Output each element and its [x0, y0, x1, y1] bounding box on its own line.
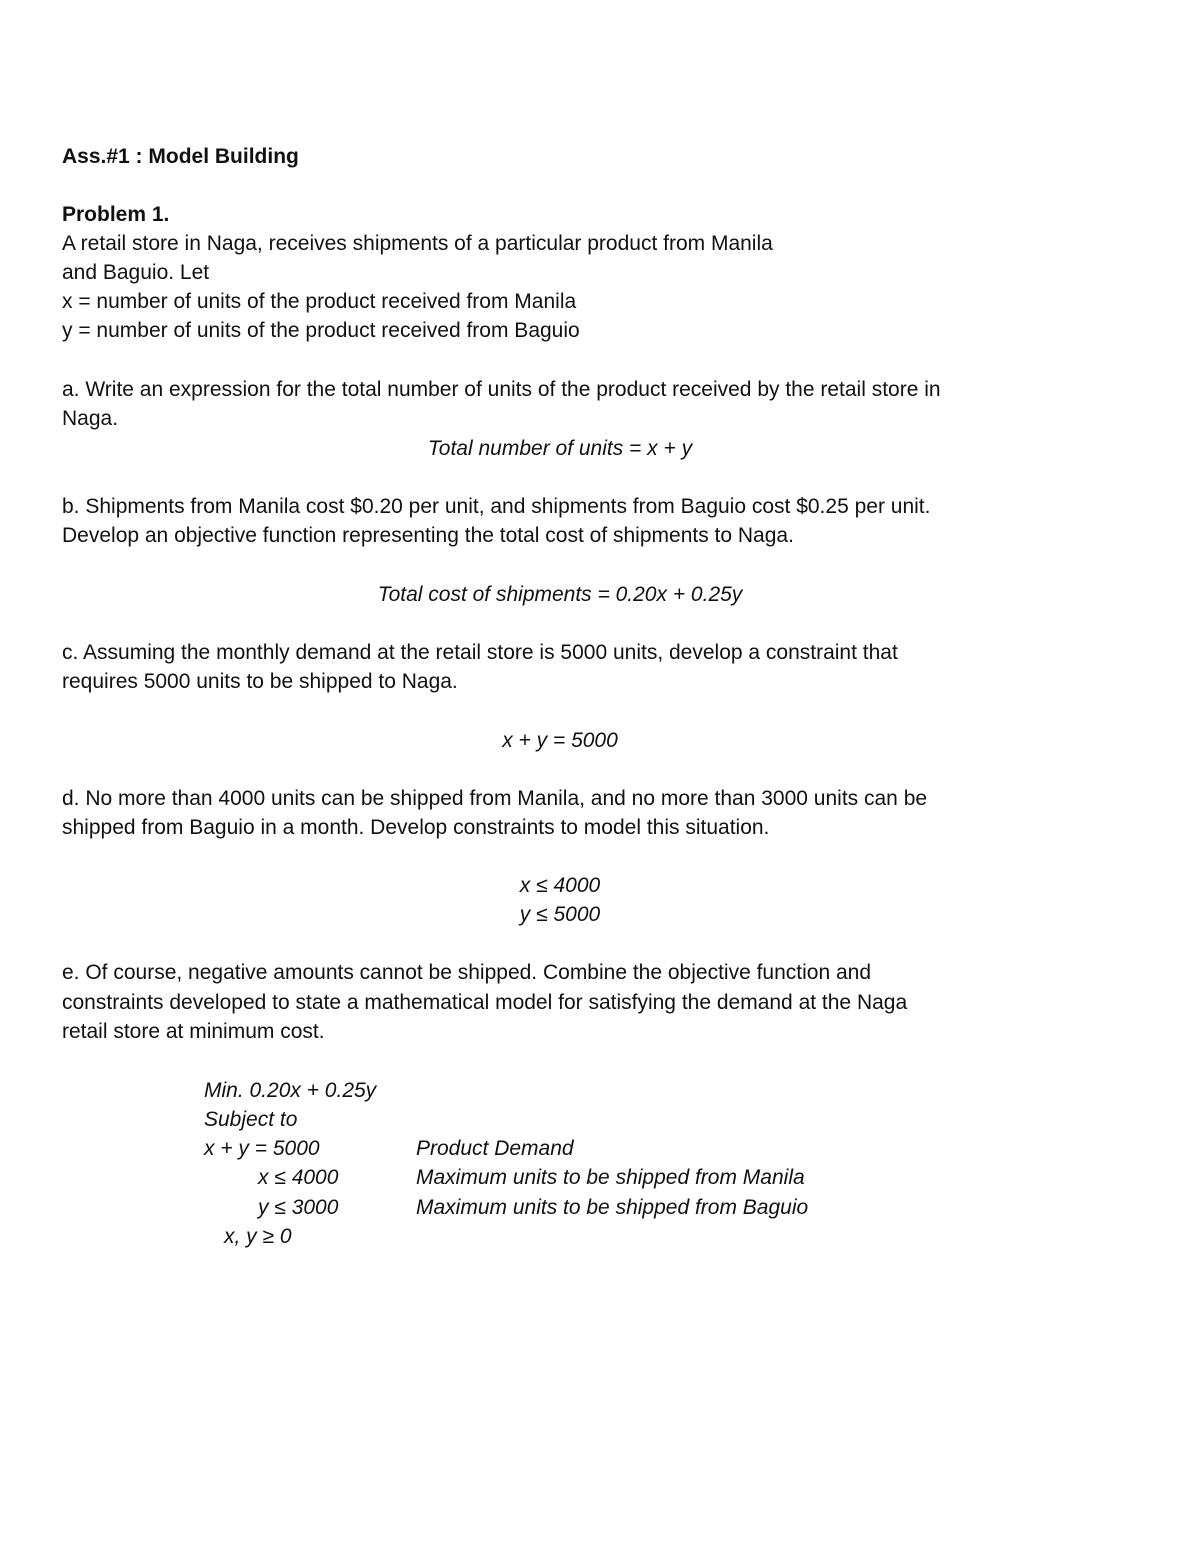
part-d-question-line: d. No more than 4000 units can be shipped from Manila, and no more than 3000 units can be [62, 787, 928, 810]
problem-heading: Problem 1. [62, 203, 170, 226]
intro-line: and Baguio. Let [62, 261, 210, 284]
part-a-answer: Total number of units = x + y [427, 437, 693, 460]
part-c-question-line: requires 5000 units to be shipped to Naga. [62, 670, 458, 693]
constraint-desc: Maximum units to be shipped from Manila [416, 1166, 805, 1189]
part-d-answer: x ≤ 4000 [519, 874, 601, 897]
model-nonnegativity: x, y ≥ 0 [224, 1225, 292, 1248]
constraint-desc: Maximum units to be shipped from Baguio [416, 1196, 809, 1219]
constraint-expr: x ≤ 4000 [258, 1166, 339, 1189]
constraint-expr: x + y = 5000 [204, 1137, 320, 1160]
part-c-answer: x + y = 5000 [502, 729, 618, 752]
intro-line: y = number of units of the product received from Baguio [62, 319, 580, 342]
part-b-question-line: b. Shipments from Manila cost $0.20 per unit, and shipments from Baguio cost $0.25 per unit. [62, 495, 931, 518]
part-e-question-line: constraints developed to state a mathematical model for satisfying the demand at the Naga [62, 991, 908, 1014]
part-e-question-line: e. Of course, negative amounts cannot be shipped. Combine the objective function and [62, 961, 872, 984]
model-subject-to: Subject to [204, 1108, 298, 1131]
constraint-expr: y ≤ 3000 [258, 1196, 339, 1219]
part-e-question-line: retail store at minimum cost. [62, 1020, 325, 1043]
document-title: Ass.#1 : Model Building [62, 145, 299, 168]
part-d-answer: y ≤ 5000 [519, 903, 601, 926]
constraint-desc: Product Demand [416, 1137, 574, 1160]
part-b-answer: Total cost of shipments = 0.20x + 0.25y [377, 583, 743, 606]
part-a-question-line: Naga. [62, 407, 119, 430]
part-d-question-line: shipped from Baguio in a month. Develop constraints to model this situation. [62, 816, 770, 839]
part-c-question-line: c. Assuming the monthly demand at the retail store is 5000 units, develop a constraint that [62, 641, 898, 664]
model-objective: Min. 0.20x + 0.25y [204, 1079, 377, 1102]
part-a-question-line: a. Write an expression for the total number of units of the product received by the retail store in [62, 378, 941, 401]
intro-line: A retail store in Naga, receives shipments of a particular product from Manila [62, 232, 773, 255]
intro-line: x = number of units of the product received from Manila [62, 290, 577, 313]
part-b-question-line: Develop an objective function representing the total cost of shipments to Naga. [62, 524, 794, 547]
